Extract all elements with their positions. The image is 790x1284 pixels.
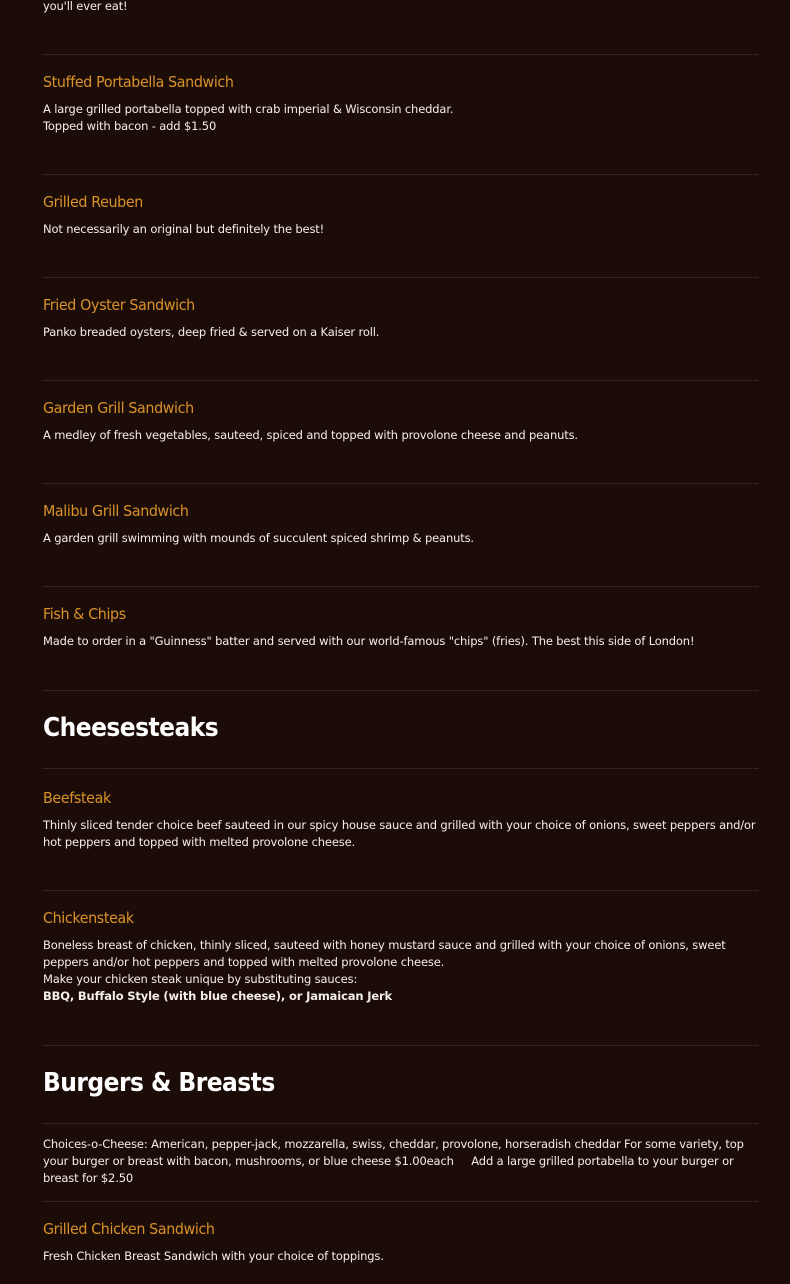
item-title-stuffed-portabella-sandwich[interactable]: Stuffed Portabella Sandwich: [43, 73, 234, 91]
divider: [43, 174, 758, 175]
item-description-beefsteak: [43, 817, 758, 851]
item-description-fish-and-chips: [43, 633, 758, 650]
description-line: A medley of fresh vegetables, sauteed, spiced and topped with provolone cheese and peanuts.: [43, 428, 578, 442]
divider: [43, 890, 758, 891]
description-line: you'll ever eat!: [43, 0, 128, 13]
item-title-grilled-chicken-sandwich[interactable]: Grilled Chicken Sandwich: [43, 1220, 215, 1238]
item-title-beefsteak[interactable]: Beefsteak: [43, 789, 111, 807]
divider: [43, 380, 758, 381]
previous-item-description-fragment: [43, 0, 758, 15]
burgers-cheese-options-note: [43, 1136, 748, 1187]
description-line: Thinly sliced tender choice beef sauteed in our spicy house sauce and grilled with your choice of onions, sweet peppers and/or: [43, 818, 756, 832]
divider: [43, 1045, 758, 1046]
item-description-grilled-reuben: [43, 221, 758, 238]
item-description-grilled-chicken-sandwich: [43, 1248, 758, 1265]
item-title-fish-and-chips[interactable]: Fish & Chips: [43, 605, 126, 623]
divider: [43, 586, 758, 587]
divider: [43, 277, 758, 278]
item-title-grilled-reuben[interactable]: Grilled Reuben: [43, 193, 143, 211]
note-line: Choices-o-Cheese: American, pepper-jack, mozzarella, swiss, cheddar, provolone, horseradish cheddar For some variety, top: [43, 1137, 744, 1151]
divider: [43, 483, 758, 484]
divider: [43, 54, 758, 55]
description-line: Boneless breast of chicken, thinly sliced, sauteed with honey mustard sauce and grilled with your choice of onions, sweet: [43, 938, 726, 952]
item-description-malibu-grill-sandwich: [43, 530, 758, 547]
item-title-chickensteak[interactable]: Chickensteak: [43, 909, 134, 927]
description-line: Topped with bacon - add $1.50: [43, 119, 217, 133]
item-description-stuffed-portabella-sandwich: [43, 101, 758, 135]
description-line: A large grilled portabella topped with crab imperial & Wisconsin cheddar.: [43, 102, 454, 116]
divider: [43, 1201, 758, 1202]
description-line: Fresh Chicken Breast Sandwich with your choice of toppings.: [43, 1249, 384, 1263]
sauce-options-line: BBQ, Buffalo Style (with blue cheese), or Jamaican Jerk: [43, 989, 393, 1003]
section-title-cheesesteaks: Cheesesteaks: [43, 713, 219, 743]
description-line: hot peppers and topped with melted provolone cheese.: [43, 835, 356, 849]
divider: [43, 1123, 758, 1124]
item-title-malibu-grill-sandwich[interactable]: Malibu Grill Sandwich: [43, 502, 189, 520]
description-line: Not necessarily an original but definitely the best!: [43, 222, 325, 236]
note-line: breast for $2.50: [43, 1171, 134, 1185]
item-description-garden-grill-sandwich: [43, 427, 758, 444]
item-title-fried-oyster-sandwich[interactable]: Fried Oyster Sandwich: [43, 296, 195, 314]
description-line: Panko breaded oysters, deep fried & served on a Kaiser roll.: [43, 325, 380, 339]
item-description-fried-oyster-sandwich: [43, 324, 758, 341]
section-title-burgers-and-breasts: Burgers & Breasts: [43, 1068, 275, 1098]
description-line: Made to order in a "Guinness" batter and served with our world-famous "chips" (fries). The best this side of London!: [43, 634, 695, 648]
item-description-chickensteak: [43, 937, 758, 1005]
divider: [43, 690, 758, 691]
item-title-garden-grill-sandwich[interactable]: Garden Grill Sandwich: [43, 399, 194, 417]
note-line: your burger or breast with bacon, mushrooms, or blue cheese $1.00each Add a large grilled portabella to your burger or: [43, 1154, 734, 1168]
description-line: Make your chicken steak unique by substituting sauces:: [43, 972, 358, 986]
divider: [43, 768, 758, 769]
description-line: A garden grill swimming with mounds of succulent spiced shrimp & peanuts.: [43, 531, 474, 545]
description-line: peppers and/or hot peppers and topped with melted provolone cheese.: [43, 955, 445, 969]
